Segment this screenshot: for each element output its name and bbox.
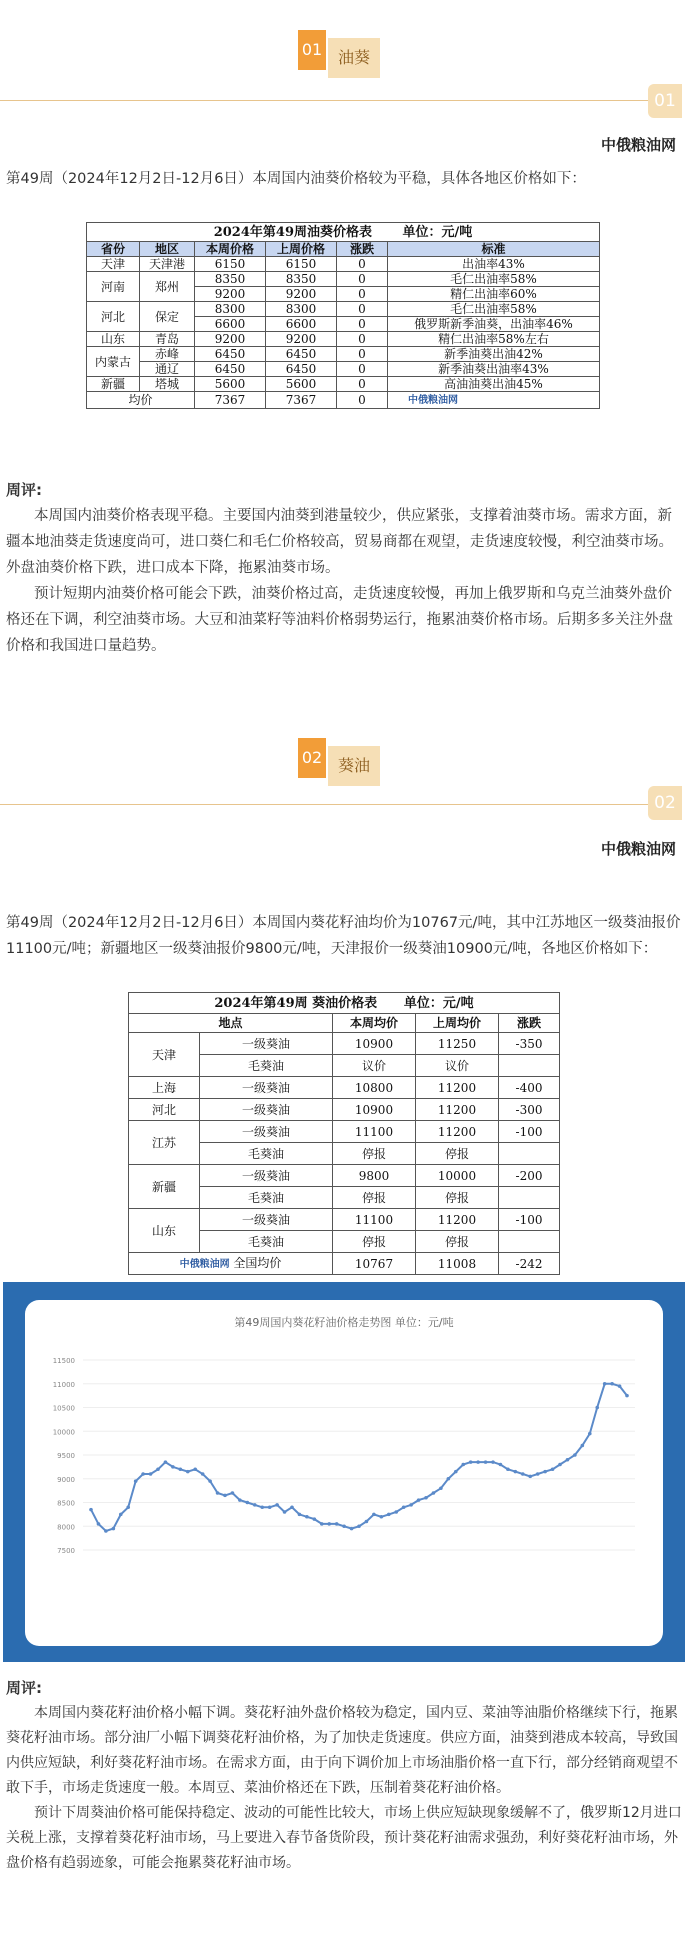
place: 新疆 (129, 1165, 200, 1209)
previous-price: 10000 (416, 1165, 499, 1187)
table1-header: 地区 (140, 242, 195, 257)
table2-header: 涨跌 (499, 1014, 560, 1033)
current-price: 11100 (333, 1209, 416, 1231)
data-point (246, 1501, 250, 1505)
price-change: -350 (499, 1033, 560, 1055)
previous-price: 11200 (416, 1209, 499, 1231)
data-point (514, 1470, 518, 1474)
y-tick-label: 9500 (57, 1452, 75, 1460)
data-point (603, 1382, 607, 1386)
data-point (134, 1479, 138, 1483)
price-change: -400 (499, 1077, 560, 1099)
y-tick-label: 11500 (52, 1357, 75, 1365)
table-row (129, 1121, 560, 1143)
previous-price: 6450 (266, 347, 337, 362)
intro2: 第49周（2024年12月2日-12月6日）本周国内葵花籽油均价为10767元/吨，其中江苏地区一级葵油报价11100元/吨；新疆地区一级葵油报价9800元/吨，天津报价一级葵油10900元/吨，各地区价格如下： (6, 915, 681, 957)
grade: 一级葵油 (200, 1165, 333, 1187)
data-point (581, 1444, 585, 1448)
price-change (499, 1143, 560, 1165)
data-point (119, 1513, 123, 1517)
standard: 高油油葵出油45% (388, 377, 600, 392)
province: 山东 (87, 332, 140, 347)
average-current: 7367 (195, 392, 266, 409)
table-row (129, 1077, 560, 1099)
section2-header (0, 738, 688, 808)
previous-price: 5600 (266, 377, 337, 392)
data-point (305, 1515, 309, 1519)
data-point (283, 1510, 287, 1514)
price-change (499, 1187, 560, 1209)
y-tick-label: 7500 (57, 1547, 75, 1555)
section1-header (0, 30, 688, 100)
data-point (484, 1460, 488, 1464)
previous-price: 6150 (266, 257, 337, 272)
table-row (87, 347, 600, 362)
data-point (387, 1513, 391, 1517)
data-point (275, 1503, 279, 1507)
previous-price: 11200 (416, 1121, 499, 1143)
area: 塔城 (140, 377, 195, 392)
watermark-logo: 中俄粮油网 (179, 1258, 230, 1270)
y-tick-label: 11000 (52, 1380, 75, 1389)
sunflower-oil-price-table (128, 992, 560, 1275)
review1-paragraph2 (6, 581, 682, 659)
price-change: 0 (337, 272, 388, 287)
current-price: 10800 (333, 1077, 416, 1099)
area: 青岛 (140, 332, 195, 347)
data-point (208, 1479, 212, 1483)
data-point (461, 1463, 465, 1467)
grade: 一级葵油 (200, 1077, 333, 1099)
province: 河南 (87, 272, 140, 302)
area: 保定 (140, 302, 195, 332)
table-row (87, 377, 600, 392)
price-change (499, 1055, 560, 1077)
data-point (126, 1505, 130, 1509)
data-point (402, 1505, 406, 1509)
y-tick-label: 10000 (52, 1428, 75, 1437)
table2-caption: 2024年第49周 葵油价格表 (214, 995, 378, 1011)
y-tick-label: 8500 (57, 1499, 75, 1508)
grade: 毛葵油 (200, 1231, 333, 1253)
previous-price: 议价 (416, 1055, 499, 1077)
chart-frame (3, 1282, 685, 1662)
data-point (320, 1522, 324, 1526)
table-row (129, 1165, 560, 1187)
data-point (223, 1494, 227, 1498)
grade: 一级葵油 (200, 1099, 333, 1121)
table2-unit: 单位：元/吨 (403, 995, 474, 1011)
place: 河北 (129, 1099, 200, 1121)
table2-header: 本周均价 (333, 1014, 416, 1033)
table2-header: 地点 (129, 1014, 333, 1033)
data-point (112, 1527, 116, 1531)
data-point (566, 1458, 570, 1462)
table-row (129, 1099, 560, 1121)
data-point (216, 1491, 220, 1495)
current-price: 9800 (333, 1165, 416, 1187)
price-change: 0 (337, 257, 388, 272)
grade: 一级葵油 (200, 1033, 333, 1055)
table1-header: 标准 (388, 242, 600, 257)
data-point (439, 1486, 443, 1490)
data-point (179, 1467, 183, 1471)
y-tick-label: 9000 (57, 1475, 75, 1484)
data-point (149, 1472, 153, 1476)
previous-price: 11200 (416, 1077, 499, 1099)
data-point (499, 1463, 503, 1467)
area: 通辽 (140, 362, 195, 377)
data-point (201, 1472, 205, 1476)
place: 上海 (129, 1077, 200, 1099)
standard: 毛仁出油率58% (388, 302, 600, 317)
watermark-logo: 中俄粮油网 (408, 395, 458, 406)
grade: 一级葵油 (200, 1121, 333, 1143)
data-point (327, 1522, 331, 1526)
data-point (357, 1524, 361, 1528)
section2-tab: 02 (648, 786, 682, 820)
price-change: -300 (499, 1099, 560, 1121)
current-price: 议价 (333, 1055, 416, 1077)
data-point (417, 1498, 421, 1502)
data-point (447, 1477, 451, 1481)
data-point (186, 1470, 190, 1474)
oilseed-price-table (86, 222, 600, 409)
y-tick-label: 8000 (57, 1523, 75, 1532)
previous-price: 11200 (416, 1099, 499, 1121)
data-point (365, 1520, 369, 1524)
price-change: -100 (499, 1209, 560, 1231)
data-point (543, 1470, 547, 1474)
price-change: 0 (337, 317, 388, 332)
data-point (298, 1513, 302, 1517)
average-change: -242 (499, 1253, 560, 1275)
price-change (499, 1231, 560, 1253)
data-point (380, 1515, 384, 1519)
current-price: 5600 (195, 377, 266, 392)
review1-text2: 预计短期内油葵价格可能会下跌，油葵价格过高，走货速度较慢，再加上俄罗斯和乌克兰油葵外盘价格还在下调，利空油葵市场。大豆和油菜籽等油料价格弱势运行，拖累油葵价格市场。后期多多关注外盘价格和我国进口量趋势。 (6, 586, 673, 654)
data-point (521, 1472, 525, 1476)
data-point (253, 1503, 257, 1507)
current-price: 10900 (333, 1099, 416, 1121)
table2-header-row (129, 1014, 560, 1033)
data-point (536, 1472, 540, 1476)
standard: 毛仁出油率58% (388, 272, 600, 287)
data-point (231, 1491, 235, 1495)
review1-label: 周评: (6, 481, 42, 499)
data-point (454, 1470, 458, 1474)
standard: 新季油葵出油率43% (388, 362, 600, 377)
data-point (313, 1517, 317, 1521)
data-point (595, 1406, 599, 1410)
data-point (342, 1524, 346, 1528)
data-point (551, 1467, 555, 1471)
table1-unit: 单位：元/吨 (402, 224, 473, 240)
table1-header: 省份 (87, 242, 140, 257)
section1-title: 油葵 (328, 38, 380, 78)
average-label: 全国均价 (233, 1255, 282, 1270)
current-price: 6150 (195, 257, 266, 272)
average-current: 10767 (333, 1253, 416, 1275)
current-price: 6600 (195, 317, 266, 332)
province: 内蒙古 (87, 347, 140, 377)
previous-price: 6600 (266, 317, 337, 332)
price-change: 0 (337, 347, 388, 362)
data-point (588, 1432, 592, 1436)
data-point (290, 1505, 294, 1509)
table-row (87, 257, 600, 272)
chart-title: 第49周国内葵花籽油价格走势图 单位：元/吨 (234, 1316, 454, 1329)
table-row-average (129, 1253, 560, 1275)
standard: 精仁出油率60% (388, 287, 600, 302)
table1-caption: 2024年第49周油葵价格表 (213, 224, 372, 240)
brand-name: 中俄粮油网 (600, 840, 676, 858)
place: 江苏 (129, 1121, 200, 1165)
data-point (335, 1522, 339, 1526)
price-change: 0 (337, 332, 388, 347)
data-point (528, 1475, 532, 1479)
price-change: 0 (337, 302, 388, 317)
previous-price: 停报 (416, 1231, 499, 1253)
current-price: 8350 (195, 272, 266, 287)
grade: 毛葵油 (200, 1055, 333, 1077)
review2-text2: 预计下周葵油价格可能保持稳定、波动的可能性比较大，市场上供应短缺现象缓解不了，俄罗斯12月进口关税上涨，支撑着葵花籽油市场，马上要进入春节备货阶段，预计葵花籽油需求强劲，利好葵花籽油市场，外盘价格有趋弱迹象，可能会拖累葵花籽油市场。 (6, 1805, 682, 1871)
table-row (87, 302, 600, 317)
current-price: 停报 (333, 1187, 416, 1209)
previous-price: 8350 (266, 272, 337, 287)
data-point (409, 1503, 413, 1507)
review1-paragraph1 (6, 503, 682, 581)
chart-card (25, 1300, 663, 1646)
review2-paragraph1 (6, 1701, 682, 1801)
current-price: 9200 (195, 332, 266, 347)
previous-price: 11250 (416, 1033, 499, 1055)
section2-number: 02 (298, 738, 326, 778)
table-row (87, 332, 600, 347)
series-line (91, 1384, 627, 1531)
grade: 毛葵油 (200, 1187, 333, 1209)
previous-price: 9200 (266, 287, 337, 302)
section2-title: 葵油 (328, 746, 380, 786)
standard: 俄罗斯新季油葵，出油率46% (388, 317, 600, 332)
brand-name: 中俄粮油网 (600, 136, 676, 154)
section1-number: 01 (298, 30, 326, 70)
data-point (97, 1522, 101, 1526)
current-price: 6450 (195, 362, 266, 377)
review2 (6, 1676, 682, 1876)
data-point (469, 1460, 473, 1464)
table1-header: 上周价格 (266, 242, 337, 257)
data-point (558, 1463, 562, 1467)
previous-price: 停报 (416, 1187, 499, 1209)
current-price: 10900 (333, 1033, 416, 1055)
y-tick-label: 10500 (52, 1404, 75, 1413)
area: 天津港 (140, 257, 195, 272)
data-point (193, 1467, 197, 1471)
divider (0, 100, 650, 101)
data-point (491, 1460, 495, 1464)
area: 赤峰 (140, 347, 195, 362)
average-previous: 11008 (416, 1253, 499, 1275)
current-price: 6450 (195, 347, 266, 362)
data-point (506, 1467, 510, 1471)
average-label: 均价 (87, 392, 195, 409)
table1-header: 涨跌 (337, 242, 388, 257)
price-change: -100 (499, 1121, 560, 1143)
previous-price: 8300 (266, 302, 337, 317)
table-row-average (87, 392, 600, 409)
data-point (476, 1460, 480, 1464)
data-point (573, 1453, 577, 1457)
price-change: -200 (499, 1165, 560, 1187)
area: 郑州 (140, 272, 195, 302)
table-row (87, 362, 600, 377)
price-trend-chart (25, 1300, 663, 1646)
standard: 出油率43% (388, 257, 600, 272)
current-price: 8300 (195, 302, 266, 317)
grade: 一级葵油 (200, 1209, 333, 1231)
data-point (89, 1508, 93, 1512)
review2-paragraph2 (6, 1801, 682, 1876)
data-point (618, 1384, 622, 1388)
data-point (350, 1527, 354, 1531)
previous-price: 停报 (416, 1143, 499, 1165)
data-point (260, 1505, 264, 1509)
data-point (372, 1513, 376, 1517)
review2-text1: 本周国内葵花籽油价格小幅下调。葵花籽油外盘价格较为稳定，国内豆、菜油等油脂价格继续下行，拖累葵花籽油市场。部分油厂小幅下调葵花籽油价格，为了加快走货速度。供应方面，油葵到港成本较高，导致国内供应短缺，利好葵花籽油市场。在需求方面，由于向下调价加上市场油脂价格一直下行，部分经销商观望不敢下手，市场走货速度一般。本周豆、菜油价格还在下跌，压制着葵花籽油价格。 (6, 1705, 678, 1796)
data-point (625, 1394, 629, 1398)
data-point (164, 1460, 168, 1464)
place: 山东 (129, 1209, 200, 1253)
average-previous: 7367 (266, 392, 337, 409)
table-row (87, 272, 600, 287)
data-point (141, 1472, 145, 1476)
data-point (156, 1467, 160, 1471)
table1-header-row (87, 242, 600, 257)
data-point (238, 1498, 242, 1502)
grade: 毛葵油 (200, 1143, 333, 1165)
table-row (129, 1209, 560, 1231)
average-change: 0 (337, 392, 388, 409)
data-point (432, 1491, 436, 1495)
intro1: 第49周（2024年12月2日-12月6日）本周国内油葵价格较为平稳，具体各地区价格如下： (6, 171, 586, 187)
section1-tab: 01 (648, 84, 682, 118)
price-change: 0 (337, 287, 388, 302)
review1-text1: 本周国内油葵价格表现平稳。主要国内油葵到港量较少，供应紧张，支撑着油葵市场。需求方面，新疆本地油葵走货速度尚可，进口葵仁和毛仁价格较高，贸易商都在观望，走货速度较慢，利空油葵市场。外盘油葵价格下跌，进口成本下降，拖累油葵市场。 (6, 508, 673, 576)
data-point (610, 1382, 614, 1386)
price-change: 0 (337, 362, 388, 377)
data-point (104, 1529, 108, 1533)
previous-price: 9200 (266, 332, 337, 347)
province: 天津 (87, 257, 140, 272)
current-price: 停报 (333, 1231, 416, 1253)
review1 (6, 477, 682, 659)
data-point (268, 1505, 272, 1509)
table1-header: 本周价格 (195, 242, 266, 257)
data-point (171, 1465, 175, 1469)
current-price: 9200 (195, 287, 266, 302)
previous-price: 6450 (266, 362, 337, 377)
table-row (129, 1033, 560, 1055)
place: 天津 (129, 1033, 200, 1077)
review2-label: 周评: (6, 1679, 42, 1697)
current-price: 停报 (333, 1143, 416, 1165)
standard: 精仁出油率58%左右 (388, 332, 600, 347)
divider (0, 804, 650, 805)
table2-header: 上周均价 (416, 1014, 499, 1033)
standard: 新季油葵出油42% (388, 347, 600, 362)
current-price: 11100 (333, 1121, 416, 1143)
province: 新疆 (87, 377, 140, 392)
data-point (424, 1496, 428, 1500)
price-change: 0 (337, 377, 388, 392)
province: 河北 (87, 302, 140, 332)
data-point (394, 1510, 398, 1514)
